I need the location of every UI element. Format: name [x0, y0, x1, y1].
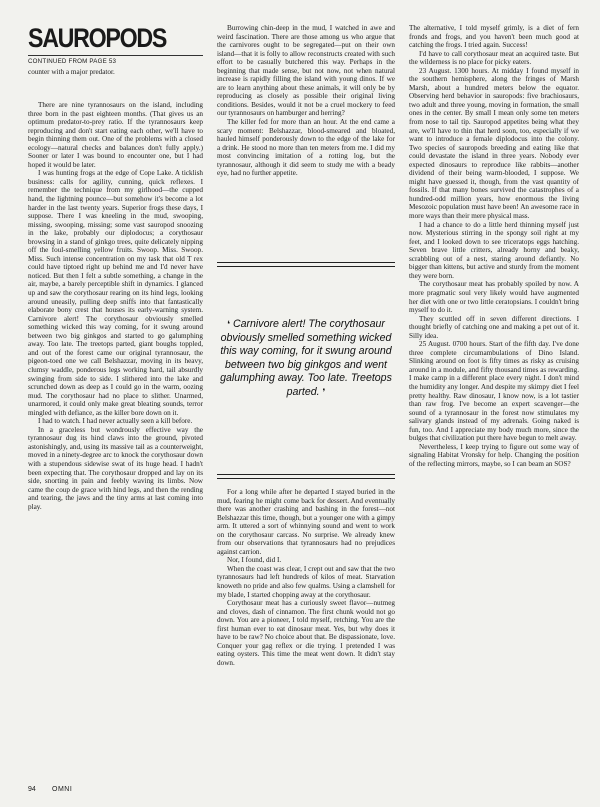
article-column-2-bottom	[217, 488, 395, 794]
paragraph: 23 August. 1300 hours. At midday I found myself in the southern hemisphere, along the fringes of Marsh Marsh, about a hundred meters below the equator. Observing herd behavior in sauropods: five brachiosaurs, two adult and three young, moving in formation, the small ones in the center. By small I mean only some ten meters from nose to tail tip. Sauropod appetites being what they are, we'll have to thin that herd soon, too, especially if we want to introduce a female diplodocus into the colony. Two species of sauropods breeding and eating like that could devastate the island in three years. Nobody ever expected dinosaurs to reproduce like rabbits—another dividend of their being warm-blooded, I suppose. We might have guessed it, though, from the vast quantity of fossils. If that many bones survived the catastrophes of a hundred-odd million years, how enormous the living Mesozoic population must have been! An awesome race in more ways than their mere physical mass.	[409, 66, 579, 221]
pullquote-bottom-rule-2	[217, 478, 395, 479]
paragraph: The corythosaur meat has probably spoiled by now. A more pragmatic soul very likely would have augmented her diet with one or two little ceratopsians. I couldn't bring myself to do it.	[409, 280, 579, 315]
continued-from-label: CONTINUED FROM PAGE 53	[28, 58, 117, 65]
paragraph: 25 August. 0700 hours. Start of the fifth day. I've done three complete circumambulations of Dino Island. Slinking around on foot is fifty times as risky as cruising around in a module, and fifty thousand times as rewarding. I make camp in a different place every night. I don't mind the humidity any longer. And despite my skimpy diet I feel pretty healthy. Raw dinosaur, I know now, is a lot tastier than raw frog. I've become an expert scavenger—the sound of a tyrannosaur in the forest now stimulates my salivary glands instead of my adrenals. Going naked is fun, too. And I appreciate my body much more, since the bulges that civilization put there have begun to melt away.	[409, 340, 579, 443]
paragraph: The alternative, I told myself grimly, is a diet of fern fronds and frogs, and you haven't been much good at catching the frogs. I tried again. Success!	[409, 24, 579, 50]
paragraph: There are nine tyrannosaurs on the island, including three born in the past eighteen months. (That gives us an optimum predator-to-prey ratio. If the tyrannosaurs keep reproducing and don't start eating each other, we'll have to begin thinning them out. One of the problems with a closed ecology—natural checks and balances don't fully apply.) Sooner or later I was bound to encounter one, but I had hoped it would be later.	[28, 101, 203, 169]
pull-quote-text: Carnivore alert! The corythosaur obviously smelled something wicked this way coming, for it swung around between two big ginkgos and went galumphing away. Too late. Treetops parted.	[220, 318, 392, 398]
paragraph: Nevertheless, I keep trying to figure out some way of signaling Habitat Vronsky for help. Changing the position of the reflecting mirrors, maybe, so I can beam an SOS?	[409, 442, 579, 468]
paragraph: The killer fed for more than an hour. At the end came a scary moment: Belshazzar, blood-smeared and bloated, hauled himself ponderously down to the edge of the lake for a drink. He stood no more than ten meters from me. I did my most convincing imitation of a rotting log, but the tyrannosaur, although it did seem to study me with a beady eye, had no further appetite.	[217, 118, 395, 178]
article-column-2-top	[217, 24, 395, 256]
article-column-3	[409, 24, 579, 795]
paragraph: They scuttled off in seven different directions. I thought briefly of catching one and making a pet out of it. Silly idea.	[409, 314, 579, 340]
pull-quote	[217, 318, 395, 400]
paragraph: I was hunting frogs at the edge of Cope Lake. A ticklish business: calls for agility, cunning, quick reflexes. I remember the technique from my girlhood—the cupped hand, the lightning pounce—but somehow it's become a lot harder in the last twenty years. Superior frogs these days, I suppose. There I was kneeling in the mud, swooping, missing, swooping, missing; some vast sauropod snoozing in the lake, probably our diplodocus; a corythosaur browsing in a stand of ginkgo trees, quite delicately nipping off the foul-smelling yellow fruits. Swoop. Miss. Swoop. Miss. Such intense concentration on my task that old T rex could have tiptoed right up behind me and I'd never have noticed. But then I felt a subtle something, a change in the air, maybe, a barely perceptible shift in dynamics. I glanced up and saw the corythosaur rearing on its hind legs, looking around uneasily, pulling deep sniffs into that fantastically elaborate bony crest that houses its early-warning system. Carnivore alert! The corythosaur obviously smelled something wicked this way coming, for it swung around between two big ginkgos and started to go galumphing away. Too late. The treetops parted, giant boughs toppled, and out of the forest came our original tyrannosaur, the pigeon-toed one we call Belshazzar, moving in its heavy, clumsy waddle, ponderous legs working hard, tail absurdly swinging from side to side. I slithered into the lake and scrunched down as deep as I could go in the warm, oozing mud. The corythosaur had no place to slither. Unarmed, unarmored, it could only make great bleating sounds, terror mingled with defiance, as the killer bore down on it.	[28, 169, 203, 417]
article-column-1	[28, 101, 203, 795]
open-quote-mark: ❛	[227, 319, 231, 329]
paragraph: Nor, I found, did I.	[227, 556, 282, 565]
paragraph: Corythosaur meat has a curiously sweet flavor—nutmeg and cloves, dash of cinnamon. The first chunk would not go down. You are a pioneer, I told myself, retching. You are the first human ever to eat dinosaur meat. Yes, but why does it have to be raw? No choice about that. Be dispassionate, love. Conquer your gag reflex or die trying. I pretended I was eating oysters. This time the meat went down. It didn't stay down.	[217, 599, 395, 667]
paragraph: For a long while after he departed I stayed buried in the mud, fearing he might come back for dessert. And eventually there was another crashing and bashing in the forest—not Belshazzar this time, though, but a younger one with a gimpy arm. It uttered a sort of whinnying sound and went to work on the corythosaur carcass. No surprise. We already knew from our observations that tyrannosaurs had no prejudices against carrion.	[217, 488, 395, 556]
column1-lead-line: counter with a major predator.	[28, 68, 115, 76]
page-number: 94	[28, 786, 36, 793]
pullquote-top-rule-2	[217, 266, 395, 267]
pullquote-bottom-rule	[217, 474, 395, 475]
paragraph: When the coast was clear, I crept out and saw that the two tyrannosaurs had left hundreds of kilos of meat. Starvation knoweth no pride and also few qualms. Using a clamshell for my blade, I started chopping away at the corythosaur.	[217, 564, 395, 599]
kicker-rule	[28, 55, 203, 56]
paragraph: I had to watch. I had never actually seen a kill before.	[38, 417, 193, 426]
magazine-name: OMNI	[52, 786, 73, 793]
paragraph: I had a chance to do a little herd thinning myself just now. Mysterious stirring in the spongy soil right at my feet, and I looked down to see triceratops eggs hatching. Seven brave little critters, already horny and beaky, scrabbling out of a nest, staring around defiantly. No bigger than kittens, but active and sturdy from the moment they were born.	[409, 220, 579, 280]
section-kicker: SAUROPODS	[28, 23, 167, 53]
paragraph: I'd have to call corythosaur meat an acquired taste. But the wilderness is no place for picky eaters.	[409, 49, 579, 67]
paragraph: In a graceless but wondrously effective way the tyrannosaur dug its hind claws into the ground, pivoted astonishingly, and, using its massive tail as a counterweight, moved in a ninety-degree arc to knock the corythosaur down with a stupendous sidewise swat of its huge head. I hadn't been expecting that. The corythosaur dropped and lay on its side, snorting in pain and feebly waving its limbs. Now came the coup de grace with hind legs, and then the rending and tearing, the jaws and the tiny arms at last coming into play.	[28, 425, 203, 511]
close-quote-mark: ❜	[322, 386, 326, 397]
paragraph: Burrowing chin-deep in the mud, I watched in awe and weird fascination. There are those among us who argue that the carnivores ought to be segregated—put on their own island—that it is folly to allow reconstructs created with such effort to be casually butchered this way. Perhaps in the beginning that made sense, but not now, not when natural increase is rapidly filling the island with young dinos. If we are to learn anything about these animals, it will only be by reproducing as closely as possible their original living conditions. Besides, would it not be a cruel mockery to feed our tyrannosaurs on hamburger and herring?	[217, 24, 395, 118]
pullquote-top-rule	[217, 262, 395, 263]
